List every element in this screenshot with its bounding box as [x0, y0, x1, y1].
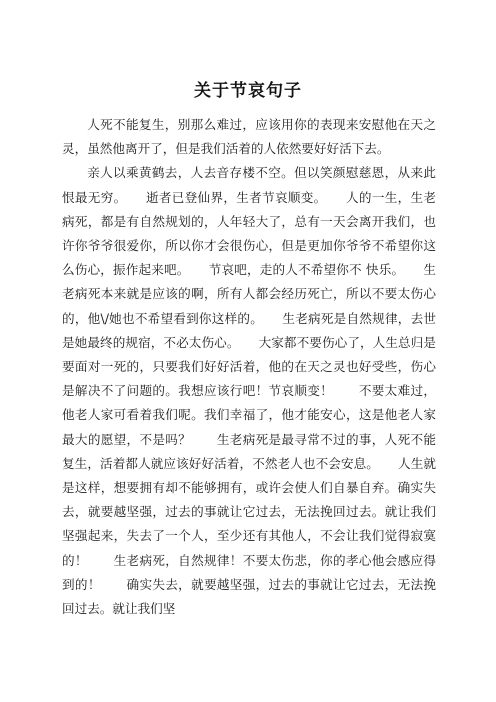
paragraph-1: 人死不能复生，别那么难过，应该用你的表现来安慰他在天之灵，虽然他离开了，但是我们活着的人依然要好好活下去。 — [62, 117, 436, 157]
document-body — [62, 113, 436, 621]
document-title: 关于节哀句子 — [194, 81, 302, 101]
paragraph-2: 亲人以乘黄鹤去，人去音存楼不空。但以笑颜慰慈恩，从来此恨最无穷。 逝者已登仙界，生者节哀顺变。 人的一生，生老病死，都是有自然规划的，人年轻大了，总有一天会离开我们，也许你爷爷很爱你，所以你才会很伤心，但是更加你爷爷不希望你这么伤心，振作起来吧。 节哀吧，走的人不希望你不 快乐。 生老病死本来就是应该的啊，所有人都会经历死亡，所以不要太伤心的，他\/她也不希望看到你这样的。 生老病死是自然规律，去世是她最终的规宿，不必太伤心。 大家都不要伤心了，人生总归是要面对一死的，只要我们好好活着，他的在天之灵也好受些，伤心是解决不了问题的。我想应该行吧！节哀顺变！ 不要太难过，他老人家可看着我们呢。我们幸福了，他才能安心，这是他老人家最大的愿望，不是吗？ 生老病死是最寻常不过的事，人死不能复生，活着都人就应该好好活着，不然老人也不会安息。 人生就是这样，想要拥有却不能够拥有，或许会使人们自暴自弃。确实失去，就要越坚强，过去的事就让它过去，无法挽回过去。就让我们坚强起来，失去了一个人，至少还有其他人，不会让我们觉得寂寞的！ 生老病死，自然规律！不要太伤悲，你的孝心他会感应得到的！ 确实失去，就要越坚强，过去的事就让它过去，无法挽回过去。就让我们坚 — [62, 165, 436, 617]
